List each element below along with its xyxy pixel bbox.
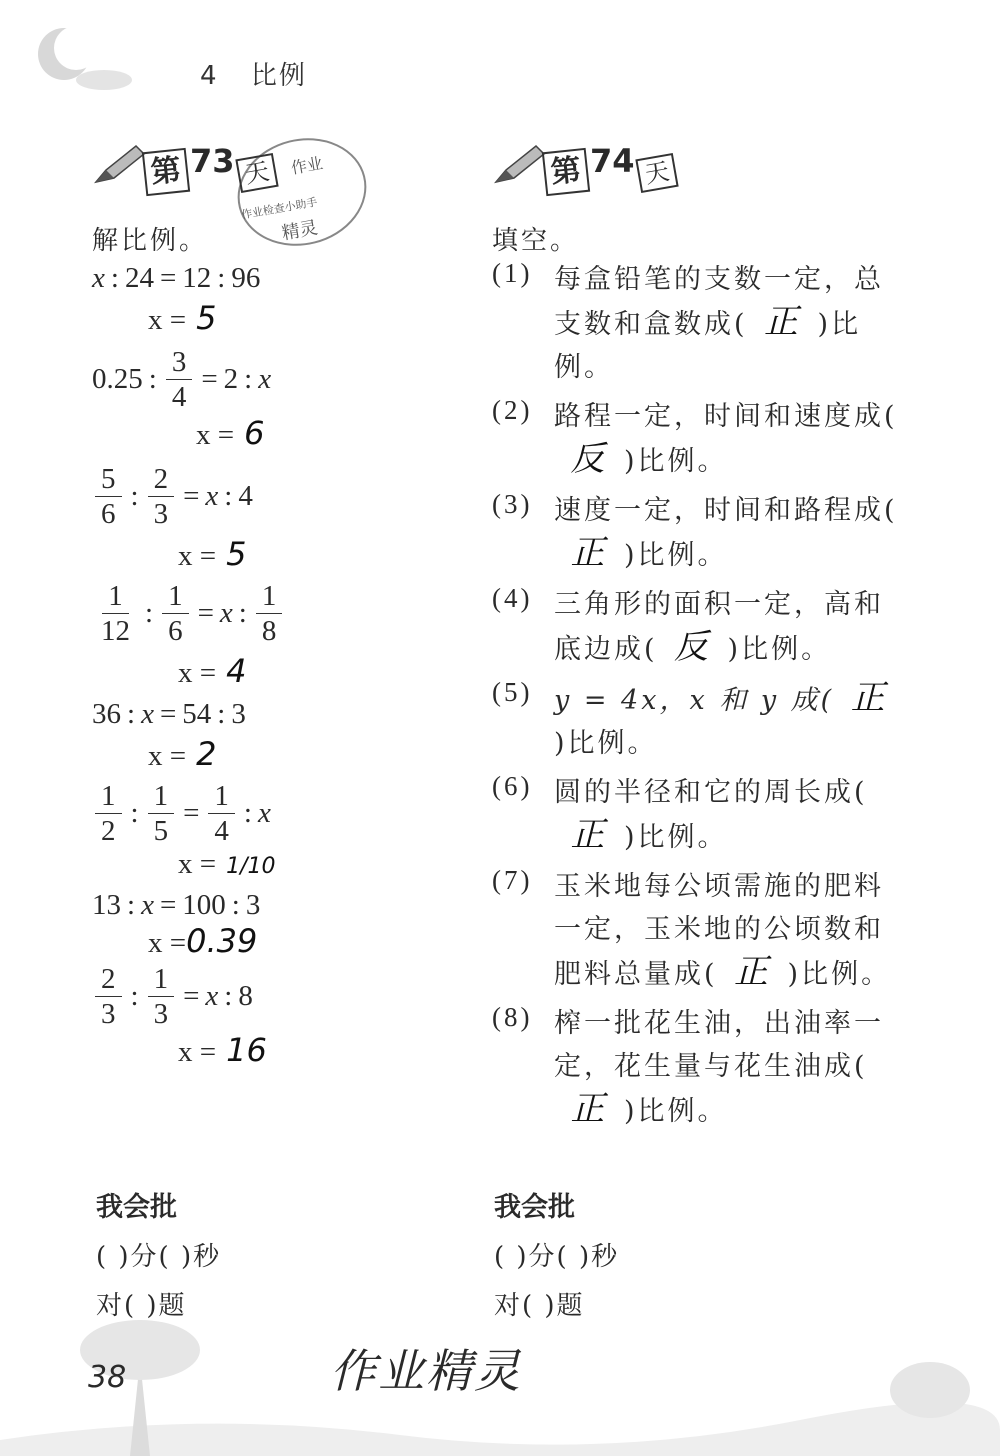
stamp-line-2: 作业检查小助手 (240, 195, 319, 222)
answer-prefix: x = (178, 540, 217, 572)
equation: 13 : x = 100 : 3 (92, 889, 261, 921)
item-text-after: )比例。 (624, 822, 728, 853)
fill-blank-item (492, 489, 912, 577)
equation: $\frac{5}{6}$ : $\frac{2}{3}$ = x : 4 (92, 462, 512, 531)
proportion-problem (92, 579, 512, 690)
instruction: 填空。 (492, 226, 580, 256)
handwritten-blank: 正 (850, 678, 888, 718)
fill-blank-item (492, 1002, 912, 1133)
item-text (554, 865, 912, 996)
lesson-73-column (92, 130, 512, 1069)
proportion-problem (92, 889, 512, 960)
time-line: ( )分( )秒 (494, 1242, 620, 1272)
stamp-line-1: 作业 (289, 153, 325, 178)
handwritten-blank: 反 (570, 439, 608, 479)
proportion-problem (92, 698, 512, 773)
handwritten-blank: 正 (764, 302, 802, 342)
lesson-prefix-box: 第 (142, 148, 190, 196)
handwritten-answer: 1/10 (226, 854, 276, 879)
fill-blank-item (492, 395, 912, 483)
lesson-74-header (492, 130, 912, 200)
handwritten-blank: 正 (570, 1089, 608, 1129)
answer-prefix: x = (148, 304, 187, 336)
answer-line (178, 1031, 512, 1069)
item-text-before: 三角形的面积一定，高和底边成( (554, 589, 884, 665)
item-text (554, 583, 912, 671)
correct-count-line: 对( )题 (96, 1291, 187, 1321)
handwritten-blank: 正 (570, 815, 608, 855)
fill-blank-item (492, 677, 912, 765)
grading-title: 我会批 (96, 1192, 177, 1223)
answer-line (148, 735, 512, 773)
item-text-after: )比例。 (787, 959, 892, 990)
pencil-icon (492, 140, 548, 186)
fill-blank-item (492, 771, 912, 859)
answer-prefix: x = (178, 1036, 217, 1068)
equation: $\frac{1}{2}$ : $\frac{1}{5}$ = $\frac{1}{4}$ : x (92, 779, 512, 848)
page-number: 38 (88, 1360, 127, 1395)
item-number: (5) (492, 677, 533, 707)
item-text-before: 路程一定，时间和速度成( (554, 401, 898, 432)
self-grading-right (494, 1185, 794, 1334)
item-text (554, 258, 912, 389)
proportion-problem (92, 962, 512, 1069)
item-text-after: )比例。 (727, 634, 832, 665)
answer-line (148, 922, 512, 960)
answer-line (178, 652, 512, 690)
item-number: (7) (492, 865, 533, 895)
proportion-problem (92, 779, 512, 881)
answer-line (178, 535, 512, 573)
item-number: (8) (492, 1002, 533, 1032)
item-text-after: )比例。 (554, 728, 658, 759)
item-text-before: 速度一定，时间和路程成( (554, 495, 898, 526)
item-text-after: )比例。 (554, 309, 862, 383)
item-number: (2) (492, 395, 533, 425)
item-text-before: y = 4x，x 和 y 成( (554, 685, 835, 716)
lesson-74-column (492, 130, 912, 1139)
lesson-prefix-box: 第 (542, 148, 590, 196)
handwritten-signature: 作业精灵 (330, 1344, 522, 1398)
handwritten-answer: 16 (226, 1031, 267, 1069)
handwritten-blank: 正 (570, 533, 608, 573)
item-text (554, 1002, 912, 1133)
equation: 0.25 : $\frac{3}{4}$ = 2 : x (92, 346, 272, 413)
lesson-suffix-box: 天 (635, 153, 678, 193)
instruction: 解比例。 (92, 226, 209, 256)
item-text (554, 395, 912, 483)
equation: $\frac{2}{3}$ : $\frac{1}{3}$ = x : 8 (92, 962, 512, 1031)
item-text-before: 圆的半径和它的周长成( (554, 777, 868, 808)
equation: 36 : x = 54 : 3 (92, 698, 246, 730)
chapter-header (200, 55, 307, 92)
answer-line (196, 414, 512, 452)
proportion-problem (92, 462, 512, 573)
handwritten-answer: 4 (226, 652, 247, 690)
time-line: ( )分( )秒 (96, 1242, 222, 1272)
item-number: (6) (492, 771, 533, 801)
item-text-before: 玉米地每公顷需施的肥料一定，玉米地的公顷数和肥料总量成( (554, 871, 884, 990)
item-text (554, 489, 912, 577)
self-grading-left (96, 1185, 396, 1334)
handwritten-answer: 2 (196, 735, 217, 773)
handwritten-answer: 0.39 (186, 922, 258, 960)
item-text-after: )比例。 (624, 446, 728, 477)
answer-prefix: x = (178, 848, 217, 880)
chapter-number: 4 (200, 61, 219, 91)
fill-blank-list (492, 258, 912, 1133)
handwritten-answer: 6 (244, 414, 265, 452)
handwritten-blank: 反 (674, 627, 712, 667)
proportion-problem (92, 262, 512, 337)
proportion-problem (92, 345, 512, 452)
lesson-suffix-box: 天 (235, 153, 278, 193)
item-text-after: )比例。 (624, 540, 728, 571)
grading-title: 我会批 (494, 1192, 575, 1223)
item-number: (1) (492, 258, 533, 288)
lesson-73-header (92, 130, 512, 200)
handwritten-blank: 正 (734, 952, 772, 992)
correct-count-line: 对( )题 (494, 1291, 585, 1321)
item-number: (4) (492, 583, 533, 613)
answer-prefix: x = (148, 927, 187, 959)
item-text-after: )比例。 (624, 1096, 728, 1127)
fill-blank-item (492, 583, 912, 671)
answer-prefix: x = (148, 740, 187, 772)
handwritten-answer: 5 (226, 535, 247, 573)
fill-blank-item (492, 865, 912, 996)
answer-line (178, 848, 512, 881)
item-text-before: 每盒铅笔的支数一定，总支数和盒数成( (554, 264, 884, 340)
equation: x : 24 = 12 : 96 (92, 262, 261, 294)
item-text (554, 677, 912, 765)
lesson-number: 74 (590, 142, 635, 180)
answer-prefix: x = (178, 657, 217, 689)
pencil-icon (92, 140, 148, 186)
item-text-before: 榨一批花生油，出油率一定，花生量与花生油成( (554, 1008, 884, 1082)
handwritten-answer: 5 (196, 299, 217, 337)
moon-decoration (24, 20, 144, 100)
chapter-title: 比例 (250, 61, 307, 91)
answer-line (148, 299, 512, 337)
lesson-number: 73 (190, 142, 235, 180)
item-text (554, 771, 912, 859)
equation: $\frac{1}{12}$ : $\frac{1}{6}$ = x : $\frac{1}{8}$ (92, 579, 512, 648)
item-number: (3) (492, 489, 533, 519)
fill-blank-item (492, 258, 912, 389)
answer-prefix: x = (196, 419, 235, 451)
stamp-line-3: 精灵 (280, 217, 320, 245)
